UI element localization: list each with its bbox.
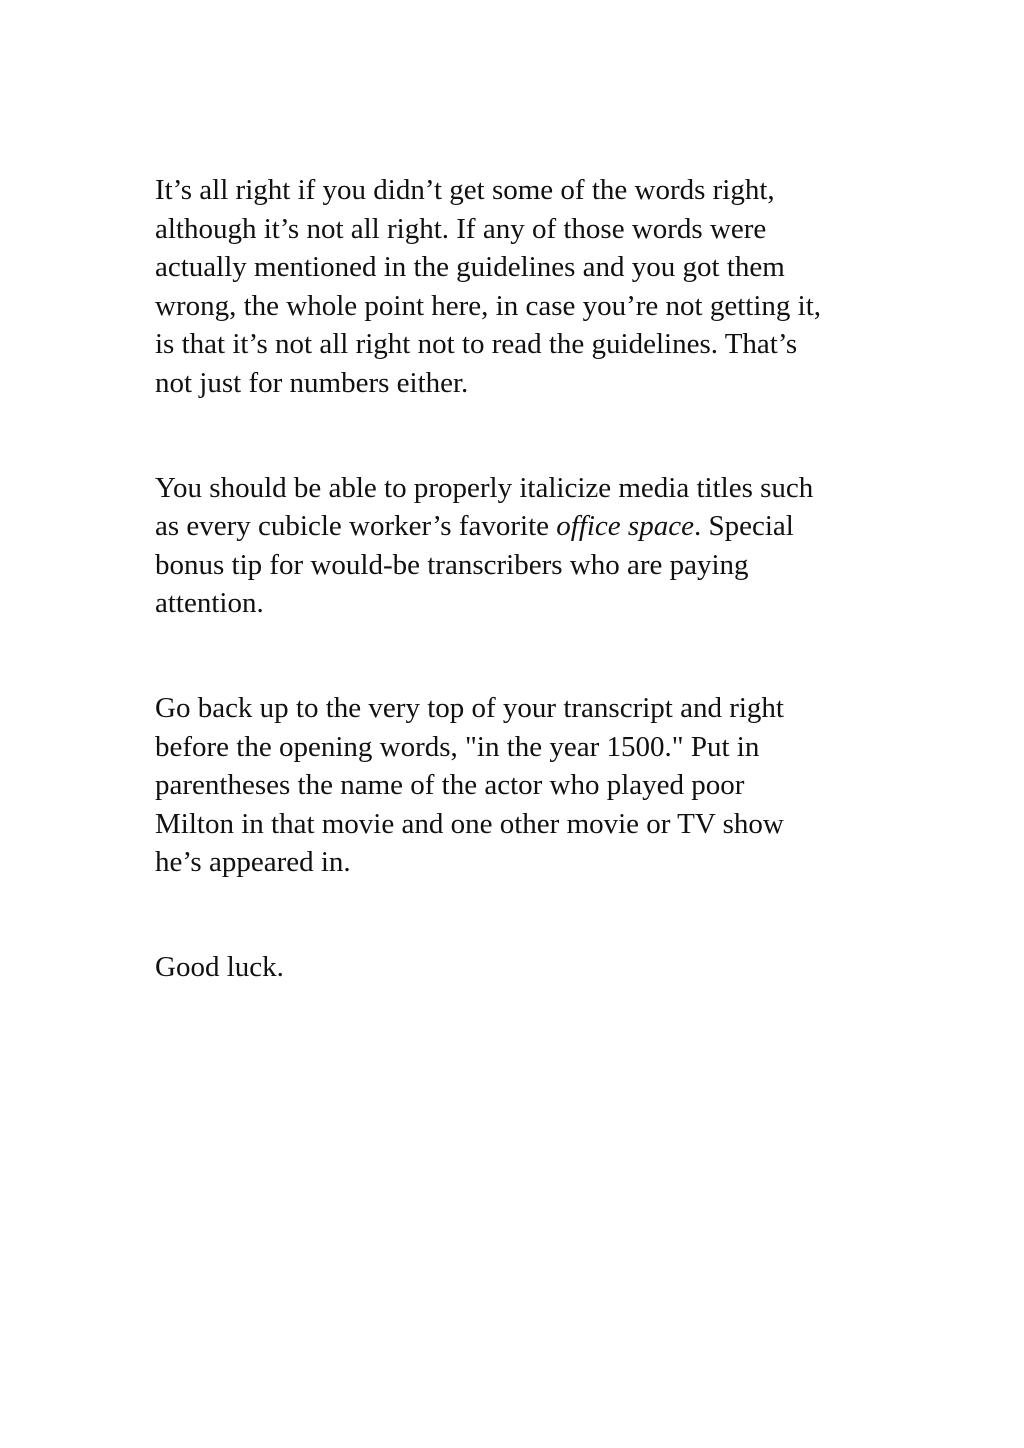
- text-line: actually mentioned in the guidelines and you got them: [155, 251, 785, 284]
- paragraph-good-luck: [155, 948, 895, 987]
- document-body: [155, 171, 895, 987]
- text-segment: . Special: [693, 510, 794, 543]
- paragraph-actor-instructions: [155, 689, 895, 882]
- text-line: Good luck.: [155, 950, 284, 983]
- text-line: You should be able to properly italicize media titles such: [155, 471, 814, 504]
- text-line: It’s all right if you didn’t get some of the words right,: [155, 174, 775, 206]
- text-line: before the opening words, "in the year 1500." Put in: [155, 730, 760, 763]
- paragraph-guidelines: [155, 171, 895, 403]
- text-segment: as every cubicle worker’s favorite: [155, 510, 557, 543]
- text-line: wrong, the whole point here, in case you’re not getting it,: [155, 289, 822, 322]
- text-line: is that it’s not all right not to read the guidelines. That’s: [155, 328, 798, 361]
- text-line: attention.: [155, 587, 264, 620]
- text-line: Milton in that movie and one other movie or TV show: [155, 807, 784, 840]
- italic-media-title: office space: [556, 510, 694, 543]
- text-line: parentheses the name of the actor who played poor: [155, 769, 745, 802]
- text-line: bonus tip for would-be transcribers who are paying: [155, 548, 749, 581]
- text-line: [155, 507, 895, 546]
- text-line: not just for numbers either.: [155, 366, 469, 399]
- text-line: Go back up to the very top of your transcript and right: [155, 691, 784, 724]
- text-line: he’s appeared in.: [155, 846, 351, 879]
- paragraph-italicize-titles: [155, 469, 895, 623]
- text-line: although it’s not all right. If any of those words were: [155, 212, 767, 245]
